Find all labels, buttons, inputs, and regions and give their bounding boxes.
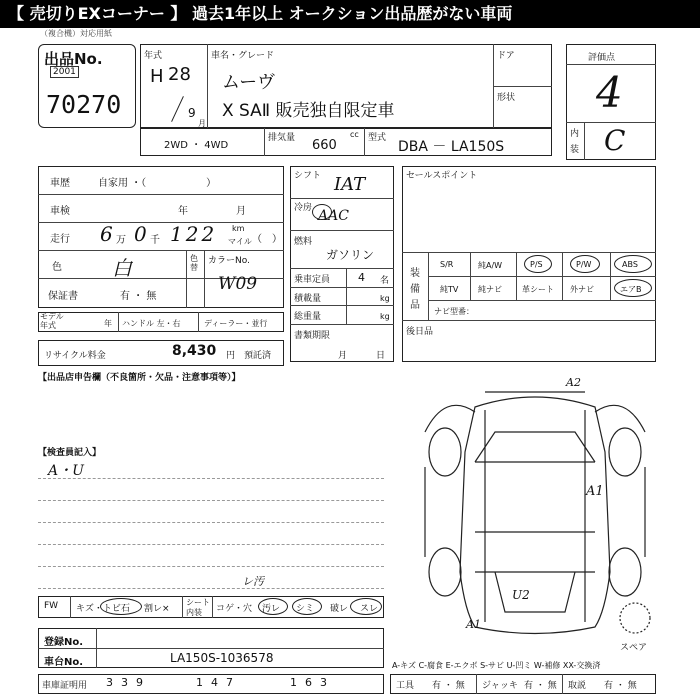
equipment-label-3: 品 bbox=[410, 300, 420, 311]
lot-label: 出品No. bbox=[44, 50, 103, 68]
cert-digit-5: 4 bbox=[211, 676, 226, 689]
equip-ps: P/S bbox=[530, 260, 543, 269]
inspector-note: A・U bbox=[48, 463, 84, 479]
equip-aw: 純A/W bbox=[478, 261, 503, 270]
car-name: ムーヴ bbox=[222, 72, 276, 93]
interior-label-2: 装 bbox=[570, 145, 580, 155]
equip-ext-navi: 外ナビ bbox=[570, 285, 594, 294]
interior-value: C bbox=[604, 124, 626, 157]
cert-label: 車庫証明用 bbox=[42, 681, 88, 691]
model-type-label: 型式 bbox=[368, 133, 387, 143]
displacement-value: 660 bbox=[312, 138, 337, 153]
mileage-unit-sen: 千 bbox=[150, 235, 160, 246]
capacity-value: 4 bbox=[358, 271, 365, 284]
drive-text: 2WD ・ 4WD bbox=[164, 140, 229, 151]
recycle-unit: 円 bbox=[226, 351, 236, 361]
seller-notes-label: 【出品店申告欄（不良箇所・欠品・注意事項等）】 bbox=[38, 373, 241, 383]
load-unit: kg bbox=[380, 294, 390, 303]
fuel-label: 燃料 bbox=[294, 237, 313, 247]
tools-value: 有 ・ 無 bbox=[432, 681, 465, 691]
model-row-dealer: ディーラー・並行 bbox=[204, 319, 268, 328]
aircon-label: 冷房 bbox=[294, 203, 313, 213]
seat-dirt-circle bbox=[258, 598, 288, 615]
mileage-unit-man: 万 bbox=[116, 235, 126, 246]
shift-label: シフト bbox=[294, 171, 322, 181]
cert-digit-4: 1 bbox=[196, 676, 211, 689]
color-value: 白 bbox=[112, 256, 132, 280]
seat-label-2: 内装 bbox=[186, 608, 202, 617]
mileage-digit-1: 6 bbox=[100, 222, 113, 246]
inspector-label: 【検査員記入】 bbox=[38, 448, 102, 458]
equip-tv: 純TV bbox=[440, 285, 459, 294]
banner-title: 【 売切りEXコーナー 】 過去1年以上 オークション出品歴がない車両 bbox=[0, 0, 700, 28]
tear-note: レ汚 bbox=[242, 575, 264, 588]
cert-digit-2: 3 bbox=[121, 676, 136, 689]
inspector-line-4 bbox=[38, 544, 384, 545]
fuel-value: ガソリン bbox=[326, 248, 375, 262]
aircon-circle bbox=[312, 204, 332, 220]
mileage-digit-2: 0 bbox=[134, 222, 147, 246]
color-code-label: カラーNo. bbox=[208, 256, 250, 266]
mileage-label: 走行 bbox=[50, 234, 70, 245]
inspector-line-5 bbox=[38, 566, 384, 567]
after-label: 後日品 bbox=[406, 327, 434, 337]
model-row-year: 年 bbox=[104, 319, 112, 328]
mileage-paren: （ ） bbox=[252, 234, 282, 245]
docs-expiry-day: 日 bbox=[376, 351, 386, 361]
warranty-label: 保証書 bbox=[48, 291, 78, 302]
equip-airbag: エアB bbox=[620, 285, 642, 294]
year-month: 9 bbox=[188, 106, 196, 120]
manual-value: 有 ・ 無 bbox=[604, 681, 637, 691]
subheader: （複合機）対応用紙 bbox=[40, 29, 112, 38]
seat-stain-circle bbox=[292, 598, 322, 615]
seat-item-stain: シミ bbox=[296, 604, 315, 614]
fw-item-chip: キズ・トビ石 bbox=[76, 604, 130, 614]
equip-abs-circle bbox=[614, 255, 652, 273]
history-label: 車歴 bbox=[50, 178, 70, 189]
year-label: 年式 bbox=[144, 51, 163, 61]
model-row-label: モデル年式 bbox=[40, 312, 64, 330]
recycle-note: 預託済 bbox=[244, 351, 272, 361]
color-label: 色 bbox=[52, 262, 62, 273]
inspection-year: 年 bbox=[178, 206, 188, 217]
seat-item-tear: 破レ bbox=[330, 604, 349, 614]
door-label: ドア bbox=[497, 51, 515, 61]
lot-number: 70270 bbox=[46, 90, 122, 119]
equip-pw-circle bbox=[570, 255, 600, 273]
inspector-line-1 bbox=[38, 478, 384, 479]
registration-label: 登録No. bbox=[44, 637, 84, 648]
chassis-label: 車台No. bbox=[44, 657, 84, 668]
fw-chip-circle bbox=[100, 598, 142, 615]
cert-digit-3: 9 bbox=[136, 676, 151, 689]
mileage-unit-km: km bbox=[232, 224, 245, 233]
equip-abs: ABS bbox=[622, 260, 638, 269]
navi-model-label: ナビ型番： bbox=[434, 307, 474, 316]
car-name-label: 車名・グレード bbox=[211, 51, 275, 61]
spare-label: スペア bbox=[620, 643, 648, 653]
mark-top: A2 bbox=[566, 376, 581, 389]
mark-right: A1 bbox=[586, 484, 604, 499]
inspector-line-2 bbox=[38, 500, 384, 501]
equip-ps-circle bbox=[524, 255, 552, 273]
seat-rub-circle bbox=[350, 598, 382, 615]
jack-value: 有 ・ 無 bbox=[524, 681, 557, 691]
manual-label: 取説 bbox=[568, 681, 587, 691]
jack-label: ジャッキ bbox=[482, 681, 518, 691]
equip-airbag-circle bbox=[614, 279, 652, 297]
year-value: 28 bbox=[168, 64, 191, 85]
model-row-handle: ハンドル 左・右 bbox=[122, 319, 181, 328]
inspection-label: 車検 bbox=[50, 206, 70, 217]
equip-pw: P/W bbox=[576, 260, 592, 269]
equipment-label-2: 備 bbox=[410, 284, 420, 295]
capacity-unit: 名 bbox=[380, 276, 390, 286]
cert-values-2 bbox=[196, 676, 241, 689]
score-value: 4 bbox=[596, 68, 623, 117]
displacement-label: 排気量 bbox=[268, 133, 296, 143]
fw-item-crack: 割レ× bbox=[144, 604, 170, 614]
model-type-value: DBA － LA150S bbox=[398, 139, 505, 155]
equipment-label-1: 装 bbox=[410, 268, 420, 279]
color-code-value: W09 bbox=[218, 274, 258, 294]
cert-values-3 bbox=[290, 676, 335, 689]
docs-expiry-label: 書類期限 bbox=[294, 331, 331, 341]
cert-digit-8: 6 bbox=[305, 676, 320, 689]
mileage-unit-mile: マイル bbox=[228, 237, 252, 246]
warranty-value: 有 ・ 無 bbox=[120, 291, 157, 302]
shift-value: IAT bbox=[334, 174, 366, 195]
history-value: 自家用 ・（ ） bbox=[98, 178, 217, 189]
capacity-label: 乗車定員 bbox=[294, 275, 331, 285]
cert-digit-7: 1 bbox=[290, 676, 305, 689]
sales-point-label: セールスポイント bbox=[406, 171, 478, 181]
inspection-month: 月 bbox=[236, 206, 246, 217]
recycle-value: 8,430 bbox=[172, 343, 217, 359]
mark-bottom-left: A1 bbox=[466, 618, 481, 631]
equip-leather: 革シート bbox=[522, 285, 554, 294]
score-label: 評価点 bbox=[588, 53, 616, 63]
lot-stamp: 2001 bbox=[50, 66, 79, 78]
weight-unit: kg bbox=[380, 312, 390, 321]
car-damage-diagram bbox=[405, 372, 665, 640]
equip-navi: 純ナビ bbox=[478, 285, 502, 294]
damage-legend: A-キズ C-腐食 E-エクボ S-サビ U-凹ミ W-補修 XX-交換済 bbox=[392, 661, 601, 670]
color-change-label: 色替 bbox=[190, 254, 198, 272]
shape-label: 形状 bbox=[497, 93, 516, 103]
fw-label: FW bbox=[44, 601, 59, 611]
seat-item-burn: コゲ・穴 bbox=[216, 604, 253, 614]
inspector-line-6 bbox=[38, 588, 384, 589]
year-era: H bbox=[150, 66, 164, 87]
cert-values-1 bbox=[106, 676, 151, 689]
equip-sr: S/R bbox=[440, 260, 454, 269]
cert-digit-6: 7 bbox=[226, 676, 241, 689]
interior-label-1: 内 bbox=[570, 129, 580, 139]
year-month-unit: 月 bbox=[198, 119, 206, 128]
displacement-unit: cc bbox=[350, 130, 359, 139]
mileage-digits-3: 122 bbox=[170, 222, 218, 246]
car-grade: X SAⅡ 販売独自限定車 bbox=[222, 101, 395, 121]
mark-rear: U2 bbox=[512, 588, 530, 602]
seat-item-dirt: 汚レ bbox=[262, 604, 281, 614]
recycle-label: リサイクル料金 bbox=[44, 351, 106, 361]
load-label: 積載量 bbox=[294, 294, 322, 304]
tools-label: 工具 bbox=[396, 681, 415, 691]
aircon-value: AAC bbox=[318, 208, 349, 224]
docs-expiry-month: 月 bbox=[338, 351, 348, 361]
weight-label: 総重量 bbox=[294, 312, 322, 322]
seat-label-1: シート bbox=[186, 598, 210, 607]
cert-digit-1: 3 bbox=[106, 676, 121, 689]
inspector-line-3 bbox=[38, 522, 384, 523]
seat-item-rub: スレ bbox=[360, 604, 379, 614]
cert-digit-9: 3 bbox=[320, 676, 335, 689]
chassis-value: LA150S-1036578 bbox=[170, 651, 274, 665]
